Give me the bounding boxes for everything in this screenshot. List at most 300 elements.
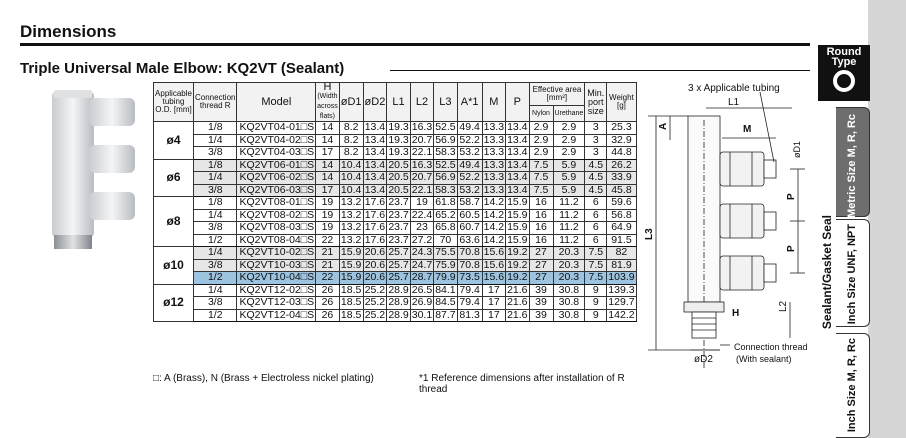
cell-m: 17 xyxy=(482,284,505,297)
cell-l1: 23.7 xyxy=(388,221,409,233)
cell-a: 70.8 xyxy=(457,259,482,272)
section-title: Dimensions xyxy=(20,22,117,41)
table-row xyxy=(154,122,637,135)
cell-a: 63.6 xyxy=(457,234,482,247)
title-rule xyxy=(390,70,810,71)
cell-port: 6 xyxy=(585,234,607,247)
cell-p: 19.2 xyxy=(507,246,528,258)
col-l3: L3 xyxy=(434,83,457,122)
cell-m: 13.3 xyxy=(483,171,505,183)
cell-weight: 81.9 xyxy=(607,259,636,272)
cell-urethane: 30.8 xyxy=(553,297,585,310)
m-label: M xyxy=(743,124,752,135)
cell-urethane: 30.8 xyxy=(553,284,585,297)
cell-l3: 75.5 xyxy=(435,246,456,258)
cell-h: 22 xyxy=(316,234,340,247)
cell-l1: 23.7 xyxy=(388,208,409,221)
cell-model: KQ2VT06-03□S xyxy=(237,184,316,197)
p-label-1: P xyxy=(786,193,797,200)
col-a: A*1 xyxy=(457,83,482,122)
cell-a: 49.4 xyxy=(457,159,482,172)
section-rule xyxy=(20,43,810,46)
table-row xyxy=(154,159,637,172)
cell-p: 13.4 xyxy=(507,183,528,196)
cell-weight: 91.5 xyxy=(607,234,636,247)
circle-icon xyxy=(833,70,855,92)
product-photo xyxy=(44,90,144,250)
table-row xyxy=(154,272,637,285)
cell-thread: 1/8 xyxy=(194,122,237,135)
cell-d1: 13.2 xyxy=(340,196,362,208)
tubing-size-cell: ø6 xyxy=(154,159,194,197)
dimension-table xyxy=(153,82,637,322)
cell-m: 13.3 xyxy=(483,146,505,158)
cell-model: KQ2VT08-03□S xyxy=(237,222,316,235)
cell-d1: 15.9 xyxy=(340,258,362,271)
cell-weight: 103.9 xyxy=(608,271,635,283)
cell-a: 81.3 xyxy=(457,309,482,322)
round-label: Round xyxy=(826,46,862,58)
col-p: P xyxy=(506,83,529,122)
tubing-label: 3 x Applicable tubing xyxy=(688,83,780,94)
cell-model: KQ2VT06-01□S xyxy=(237,159,316,172)
cell-l2: 24.3 xyxy=(411,246,433,258)
table-row xyxy=(154,197,637,210)
cell-thread: 1/4 xyxy=(194,209,237,222)
cell-nylon: 7.5 xyxy=(529,172,553,185)
cell-l2: 16.3 xyxy=(411,158,433,171)
cell-l1: 19.3 xyxy=(388,121,409,133)
cell-port: 3 xyxy=(585,122,607,135)
cell-port: 4.5 xyxy=(585,184,607,197)
cell-model: KQ2VT08-01□S xyxy=(237,197,316,210)
cell-l1: 20.5 xyxy=(388,158,409,171)
cell-port: 3 xyxy=(585,147,607,160)
cell-d1: 13.2 xyxy=(340,221,362,233)
cell-m: 17 xyxy=(482,297,505,310)
cell-weight: 45.8 xyxy=(607,184,636,197)
cell-a: 73.5 xyxy=(457,272,482,285)
cell-port: 3 xyxy=(585,134,607,147)
l2-label: L2 xyxy=(778,300,789,312)
cell-a: 53.2 xyxy=(457,147,482,160)
cell-port: 7.5 xyxy=(585,259,607,272)
cell-port: 9 xyxy=(585,284,607,297)
col-h-label: H xyxy=(323,81,332,93)
tab-unf-label: Inch Size UNF, NPT xyxy=(846,224,858,325)
tubing-size-cell: ø10 xyxy=(154,247,194,285)
cell-nylon: 27 xyxy=(529,272,553,285)
cell-d1: 13.2 xyxy=(340,233,362,246)
cell-urethane: 5.9 xyxy=(553,159,585,172)
reference-note: *1 Reference dimensions after installation of R thread xyxy=(419,373,625,395)
cell-h: 14 xyxy=(316,159,340,172)
cell-thread: 1/4 xyxy=(194,247,237,260)
cell-model: KQ2VT10-02□S xyxy=(237,247,316,260)
cell-a: 70.8 xyxy=(457,247,482,260)
cell-d2: 25.2 xyxy=(364,296,386,308)
cell-model: KQ2VT10-03□S xyxy=(237,259,316,272)
cell-model: KQ2VT04-01□S xyxy=(237,122,316,135)
cell-urethane: 20.3 xyxy=(553,259,585,272)
cell-port: 6 xyxy=(585,197,607,210)
cell-urethane: 20.3 xyxy=(553,272,585,285)
cell-nylon: 16 xyxy=(529,209,553,222)
sealant-gasket-label: Sealant/Gasket Seal xyxy=(820,215,834,330)
cell-d2: 17.6 xyxy=(364,233,386,246)
cell-h: 21 xyxy=(316,259,340,272)
cell-l1: 23.7 xyxy=(388,233,409,246)
cell-l3: 52.5 xyxy=(435,158,456,171)
cell-l3: 75.9 xyxy=(435,258,456,271)
cell-l3: 84.5 xyxy=(435,296,456,308)
cell-weight: 129.7 xyxy=(608,296,635,308)
table-row xyxy=(154,147,637,160)
cell-p: 15.9 xyxy=(507,196,528,208)
cell-h: 14 xyxy=(316,134,340,147)
cell-port: 4.5 xyxy=(585,172,607,185)
tab-inch-size[interactable] xyxy=(836,333,870,438)
col-l1: L1 xyxy=(387,83,410,122)
cell-port: 6 xyxy=(585,209,607,222)
col-m: M xyxy=(482,83,505,122)
cell-l2: 30.1 xyxy=(411,308,433,321)
cell-port: 6 xyxy=(585,222,607,235)
cell-a: 52.2 xyxy=(457,172,482,185)
tubing-size-cell: ø8 xyxy=(154,197,194,247)
col-min-port: Min. port size xyxy=(585,83,607,122)
table-row xyxy=(154,172,637,185)
cell-l2: 26.9 xyxy=(411,296,433,308)
cell-weight: 139.3 xyxy=(608,283,635,296)
round-type-badge xyxy=(818,45,870,101)
cell-d2: 13.4 xyxy=(364,183,386,196)
cell-m: 15.6 xyxy=(483,246,505,258)
cell-thread: 3/8 xyxy=(194,184,237,197)
cell-l3: 58.3 xyxy=(435,183,456,196)
table-row xyxy=(154,184,637,197)
table-row xyxy=(154,259,637,272)
tab-metric-size[interactable] xyxy=(836,107,870,217)
cell-l3: 65.2 xyxy=(435,208,456,221)
cell-thread: 1/4 xyxy=(194,134,237,147)
cell-d2: 17.6 xyxy=(364,221,386,233)
cell-p: 21.6 xyxy=(507,296,528,308)
col-urethane: Urethane xyxy=(553,105,585,121)
cell-model: KQ2VT08-04□S xyxy=(237,234,316,247)
cell-p: 13.4 xyxy=(507,133,528,146)
cell-a: 53.2 xyxy=(457,184,482,197)
page-title: Triple Universal Male Elbow: KQ2VT (Sealant) xyxy=(20,60,345,77)
cell-d2: 13.4 xyxy=(364,146,386,158)
cell-d2: 17.6 xyxy=(364,208,386,221)
cell-d2: 17.6 xyxy=(364,196,386,208)
cell-d2: 13.4 xyxy=(364,171,386,183)
cell-l1: 23.7 xyxy=(388,196,409,208)
cell-l2: 26.5 xyxy=(411,283,433,296)
sealant-label: (With sealant) xyxy=(736,354,792,364)
cell-m: 14.2 xyxy=(483,221,505,233)
cell-thread: 1/2 xyxy=(194,234,237,247)
cell-a: 58.7 xyxy=(457,197,482,210)
cell-m: 14.2 xyxy=(483,208,505,221)
cell-l2: 27.2 xyxy=(411,233,433,246)
cell-nylon: 2.9 xyxy=(529,147,553,160)
cell-l1: 19.3 xyxy=(388,146,409,158)
cell-thread: 3/8 xyxy=(194,297,237,310)
cell-m: 13.3 xyxy=(483,158,505,171)
cell-nylon: 27 xyxy=(529,259,553,272)
cell-urethane: 2.9 xyxy=(553,122,585,135)
table-row xyxy=(154,247,637,260)
cell-d1: 10.4 xyxy=(340,171,362,183)
cell-l2: 20.7 xyxy=(411,171,433,183)
cell-urethane: 11.2 xyxy=(553,234,585,247)
cell-l2: 22.1 xyxy=(411,183,433,196)
cell-l3: 70 xyxy=(434,234,457,247)
cell-l1: 20.5 xyxy=(388,171,409,183)
cell-p: 13.4 xyxy=(507,158,528,171)
tab-metric-label: Metric Size M, R, Rc xyxy=(846,114,858,218)
cell-urethane: 5.9 xyxy=(553,184,585,197)
cell-m: 15.6 xyxy=(483,258,505,271)
cell-l2: 22.4 xyxy=(411,208,433,221)
cell-weight: 59.6 xyxy=(607,197,636,210)
cell-l2: 24.7 xyxy=(411,258,433,271)
cell-l2: 19 xyxy=(410,197,433,210)
cell-m: 13.3 xyxy=(483,133,505,146)
cell-l1: 25.7 xyxy=(388,258,409,271)
cell-h: 21 xyxy=(316,247,340,260)
cell-p: 19.2 xyxy=(507,258,528,271)
cell-nylon: 39 xyxy=(529,309,553,322)
cell-l3: 65.8 xyxy=(435,221,456,233)
col-od: Applicable tubing O.D. [mm] xyxy=(154,83,194,122)
cell-d1: 8.2 xyxy=(339,122,363,135)
l1-label: L1 xyxy=(728,97,740,108)
cell-h: 14 xyxy=(316,122,340,135)
cell-d2: 25.2 xyxy=(364,308,386,321)
cell-d2: 20.6 xyxy=(364,246,386,258)
col-model: Model xyxy=(237,83,316,122)
cell-nylon: 16 xyxy=(529,222,553,235)
cell-l2: 20.7 xyxy=(411,133,433,146)
cell-p: 19.2 xyxy=(507,271,528,283)
cell-l2: 22.1 xyxy=(411,146,433,158)
cell-a: 49.4 xyxy=(457,122,482,135)
cell-d1: 18.5 xyxy=(340,283,362,296)
cell-h: 19 xyxy=(316,197,340,210)
cell-a: 60.5 xyxy=(457,209,482,222)
cell-model: KQ2VT06-02□S xyxy=(237,172,316,185)
cell-port: 9 xyxy=(585,297,607,310)
cell-d1: 15.9 xyxy=(340,271,362,283)
cell-m: 17 xyxy=(482,309,505,322)
cell-l1: 19.3 xyxy=(388,133,409,146)
cell-model: KQ2VT04-02□S xyxy=(237,134,316,147)
table-row xyxy=(154,209,637,222)
cell-h: 22 xyxy=(316,272,340,285)
cell-port: 9 xyxy=(585,309,607,322)
cell-l1: 20.5 xyxy=(388,183,409,196)
table-row xyxy=(154,222,637,235)
cell-weight: 32.9 xyxy=(607,134,636,147)
cell-d1: 10.4 xyxy=(340,183,362,196)
d1-label: øD1 xyxy=(792,140,802,158)
table-row xyxy=(154,234,637,247)
cell-l1: 25.7 xyxy=(388,271,409,283)
cell-urethane: 5.9 xyxy=(553,172,585,185)
cell-d1: 8.2 xyxy=(339,134,363,147)
index-tab-strip xyxy=(868,0,906,438)
cell-nylon: 7.5 xyxy=(529,184,553,197)
cell-thread: 1/8 xyxy=(194,159,237,172)
table-row xyxy=(154,134,637,147)
cell-port: 4.5 xyxy=(585,159,607,172)
cell-p: 15.9 xyxy=(507,221,528,233)
cell-model: KQ2VT12-04□S xyxy=(237,309,316,322)
cell-p: 13.4 xyxy=(507,171,528,183)
cell-thread: 1/2 xyxy=(194,309,237,322)
cell-d1: 18.5 xyxy=(340,296,362,308)
cell-d2: 20.6 xyxy=(364,258,386,271)
cell-urethane: 11.2 xyxy=(553,222,585,235)
cell-a: 79.4 xyxy=(457,284,482,297)
cell-p: 21.6 xyxy=(507,283,528,296)
tab-inch-unf[interactable] xyxy=(836,219,870,327)
cell-d2: 20.6 xyxy=(364,271,386,283)
cell-l3: 61.8 xyxy=(435,196,456,208)
cell-p: 13.4 xyxy=(507,121,528,133)
cell-nylon: 16 xyxy=(529,197,553,210)
cell-urethane: 2.9 xyxy=(553,147,585,160)
col-area: Effective area [mm²] xyxy=(529,83,585,106)
cell-weight: 26.2 xyxy=(607,159,636,172)
table-row xyxy=(154,309,637,322)
cell-weight: 56.8 xyxy=(607,209,636,222)
cell-weight: 25.3 xyxy=(607,122,636,135)
cell-weight: 64.9 xyxy=(607,222,636,235)
cell-l1: 25.7 xyxy=(388,246,409,258)
cell-m: 13.3 xyxy=(483,183,505,196)
cell-nylon: 39 xyxy=(529,284,553,297)
cell-model: KQ2VT10-04□S xyxy=(237,272,316,285)
cell-nylon: 2.9 xyxy=(529,122,553,135)
a-label: A xyxy=(658,122,669,130)
cell-p: 13.4 xyxy=(507,146,528,158)
side-index xyxy=(818,45,870,438)
col-h xyxy=(316,83,340,122)
cell-model: KQ2VT04-03□S xyxy=(237,147,316,160)
cell-thread: 3/8 xyxy=(194,222,237,235)
cell-urethane: 30.8 xyxy=(553,309,585,322)
col-weight: Weight [g] xyxy=(607,83,636,122)
cell-a: 60.7 xyxy=(457,222,482,235)
cell-d1: 13.2 xyxy=(340,208,362,221)
table-row xyxy=(154,297,637,310)
type-label: Type xyxy=(831,56,857,68)
tubing-size-cell: ø12 xyxy=(154,284,194,322)
cell-a: 52.2 xyxy=(457,134,482,147)
cell-port: 7.5 xyxy=(585,247,607,260)
cell-d2: 25.2 xyxy=(364,283,386,296)
cell-p: 21.6 xyxy=(507,308,528,321)
cell-nylon: 27 xyxy=(529,247,553,260)
cell-d2: 13.4 xyxy=(364,158,386,171)
cell-urethane: 11.2 xyxy=(553,209,585,222)
cell-model: KQ2VT08-02□S xyxy=(237,209,316,222)
cell-l1: 28.9 xyxy=(388,308,409,321)
cell-weight: 44.8 xyxy=(607,147,636,160)
col-l2: L2 xyxy=(410,83,433,122)
cell-d2: 13.4 xyxy=(364,121,386,133)
cell-d1: 15.9 xyxy=(340,246,362,258)
cell-a: 79.4 xyxy=(457,297,482,310)
cell-l3: 84.1 xyxy=(435,283,456,296)
p-label-2: P xyxy=(786,245,797,252)
cell-l3: 56.9 xyxy=(435,171,456,183)
cell-urethane: 11.2 xyxy=(553,197,585,210)
cell-p: 15.9 xyxy=(507,233,528,246)
cell-l2: 23 xyxy=(410,222,433,235)
cell-h: 26 xyxy=(316,297,340,310)
cell-thread: 1/4 xyxy=(194,284,237,297)
tubing-size-cell: ø4 xyxy=(154,122,194,160)
cell-m: 14.2 xyxy=(483,196,505,208)
d2-label: øD2 xyxy=(694,354,713,365)
cell-h: 19 xyxy=(316,222,340,235)
l3-label: L3 xyxy=(644,228,655,240)
cell-l3: 52.5 xyxy=(435,121,456,133)
cell-l1: 28.9 xyxy=(388,283,409,296)
cell-l3: 79.9 xyxy=(435,271,456,283)
col-d2: øD2 xyxy=(363,83,387,122)
col-nylon: Nylon xyxy=(529,105,553,121)
cell-l2: 16.3 xyxy=(411,121,433,133)
cell-nylon: 16 xyxy=(529,234,553,247)
cell-d1: 18.5 xyxy=(340,308,362,321)
connection-label: Connection thread xyxy=(734,342,808,352)
cell-l2: 28.7 xyxy=(411,271,433,283)
cell-h: 26 xyxy=(316,284,340,297)
cell-thread: 3/8 xyxy=(194,259,237,272)
cell-d2: 13.4 xyxy=(364,133,386,146)
cell-urethane: 20.3 xyxy=(553,247,585,260)
cell-h: 17 xyxy=(316,184,340,197)
cell-thread: 1/2 xyxy=(194,272,237,285)
cell-model: KQ2VT12-03□S xyxy=(237,297,316,310)
cell-thread: 3/8 xyxy=(194,147,237,160)
cell-thread: 1/4 xyxy=(194,172,237,185)
cell-weight: 82 xyxy=(607,247,636,260)
col-thread: Connection thread R xyxy=(194,83,237,122)
cell-h: 17 xyxy=(316,147,340,160)
tab-inch-label: Inch Size M, R, Rc xyxy=(846,338,858,433)
cell-port: 7.5 xyxy=(585,272,607,285)
cell-h: 26 xyxy=(316,309,340,322)
cell-m: 14.2 xyxy=(483,233,505,246)
cell-l1: 28.9 xyxy=(388,296,409,308)
col-h-sub: (Width across flats) xyxy=(317,93,338,120)
table-row xyxy=(154,284,637,297)
cell-m: 13.3 xyxy=(483,121,505,133)
material-note: □: A (Brass), N (Brass + Electroless nickel plating) xyxy=(153,373,374,384)
cell-weight: 33.9 xyxy=(607,172,636,185)
col-d1: øD1 xyxy=(339,83,363,122)
cell-p: 15.9 xyxy=(507,208,528,221)
cell-h: 19 xyxy=(316,209,340,222)
h-label: H xyxy=(732,308,740,319)
